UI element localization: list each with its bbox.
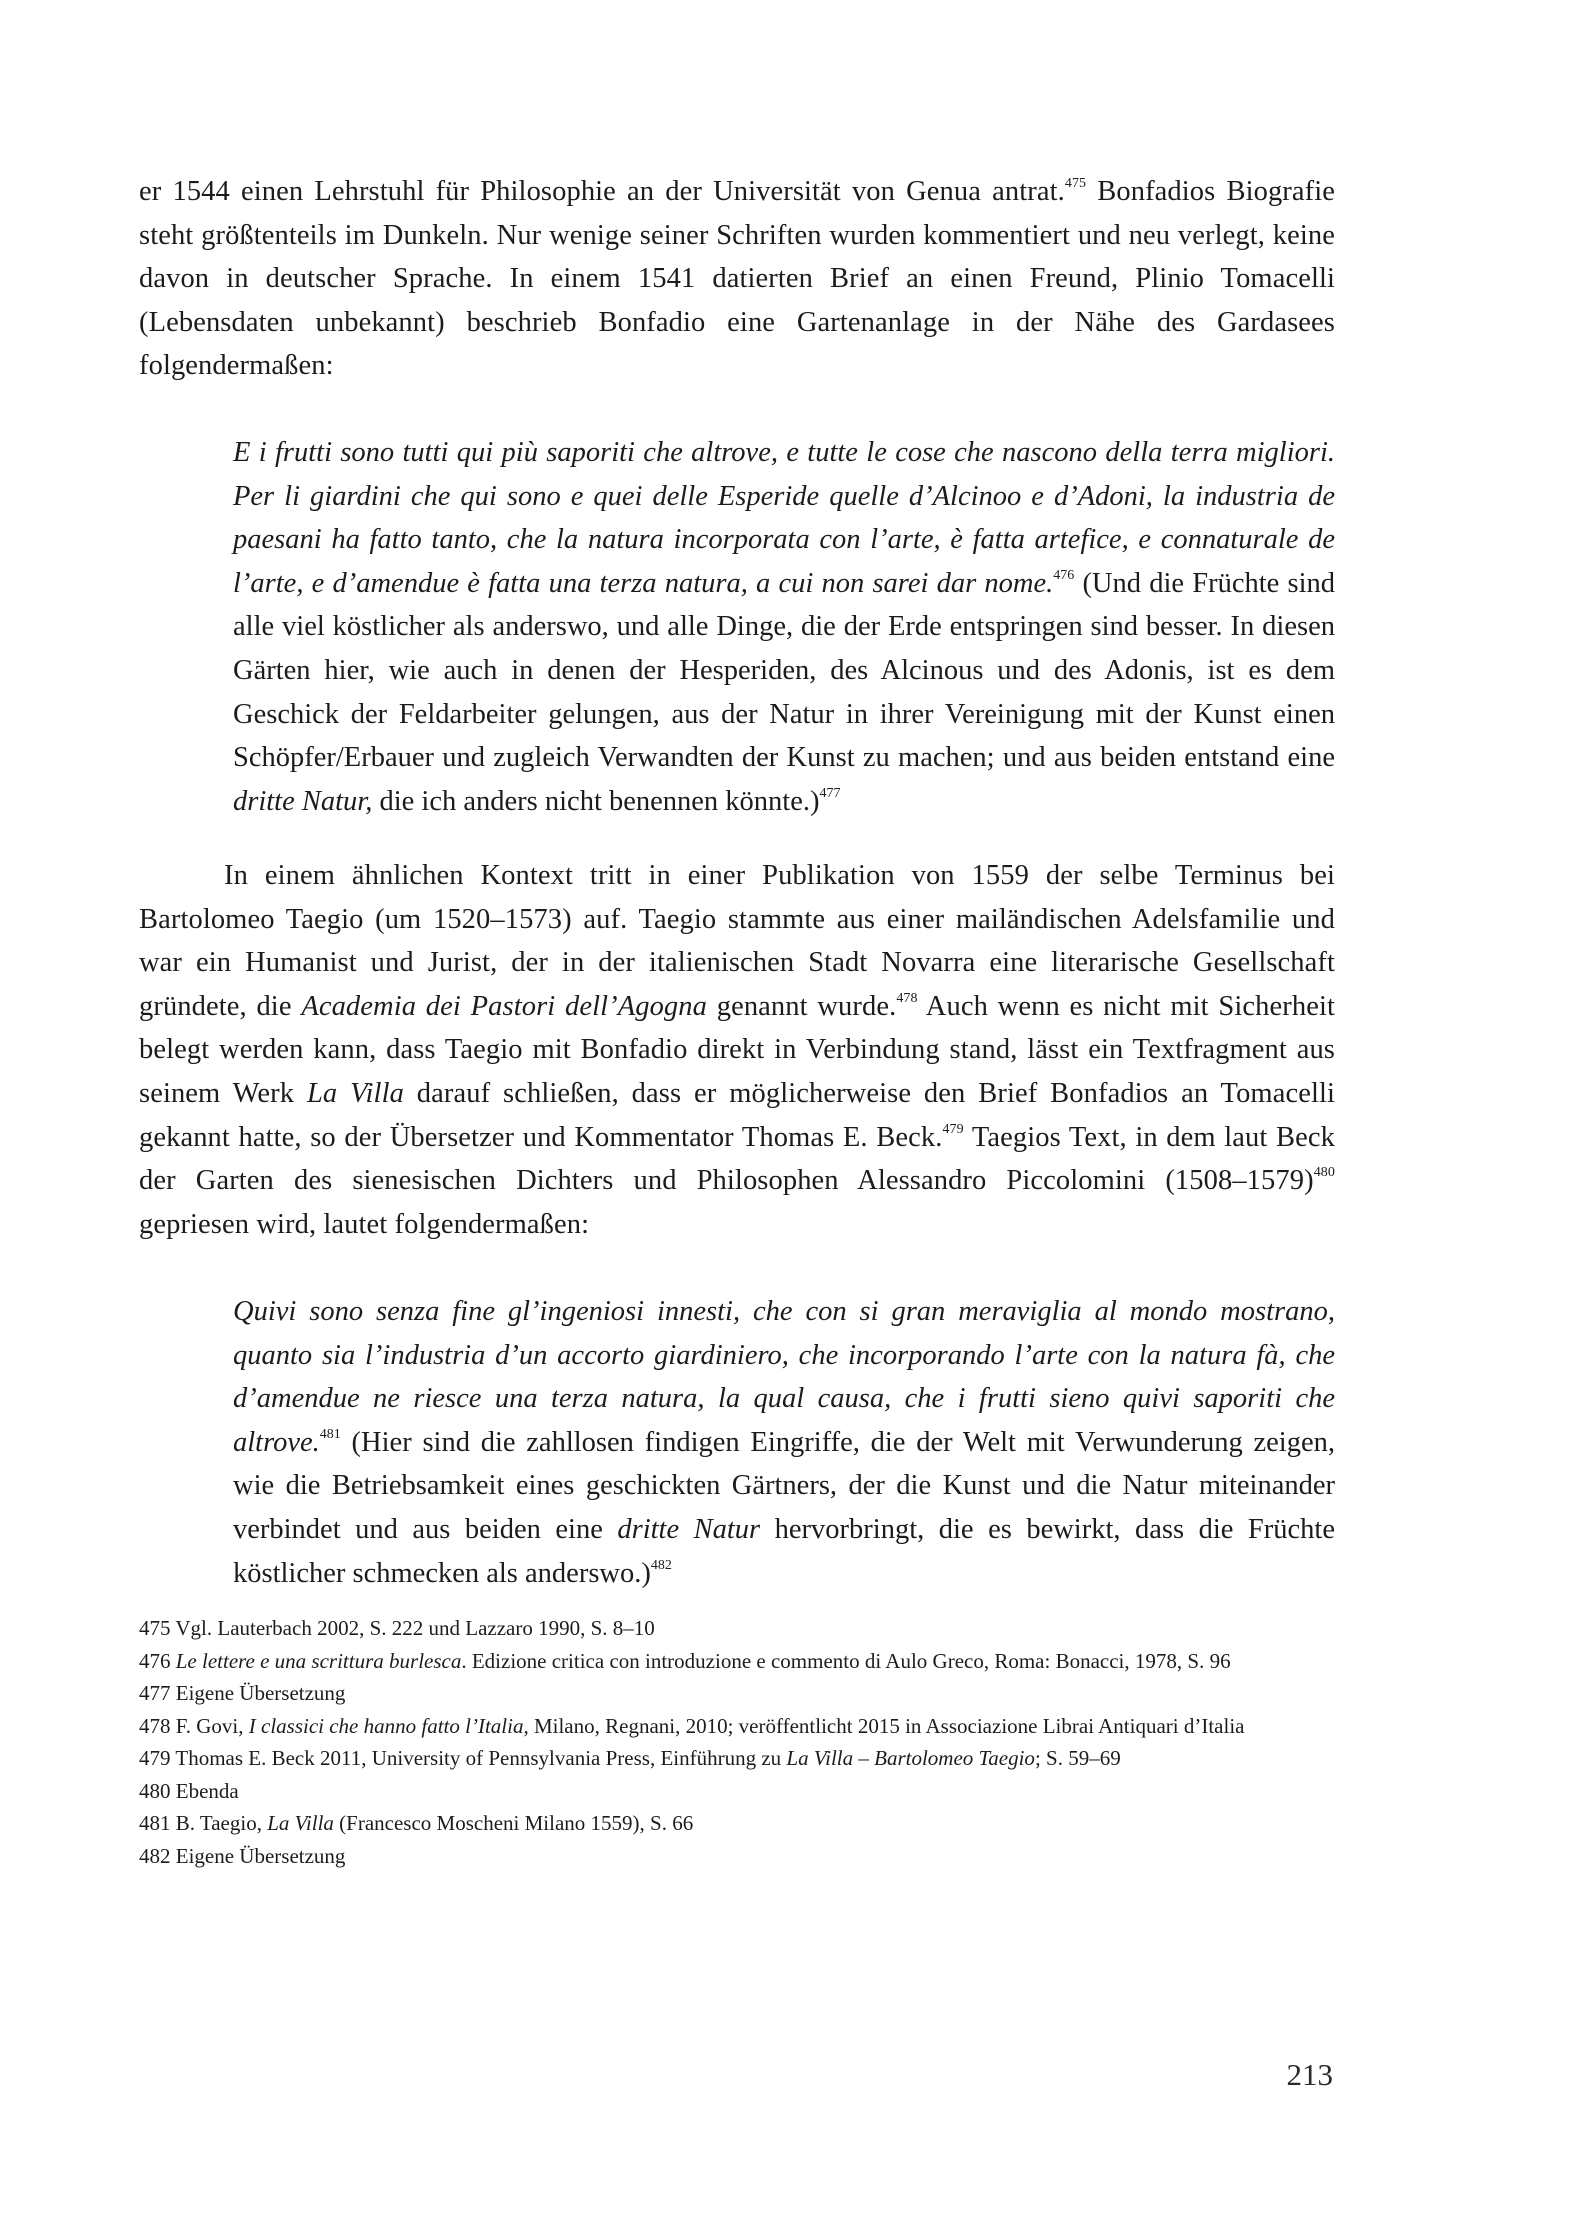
footnote-ref: 478 xyxy=(896,990,918,1006)
text-run: In einem ähnlichen Kontext tritt in einer Publikation von 1559 der selbe Terminus bei Bartolomeo Taegio (um 1520–1573) auf. Taegio stammte aus einer mailändischen Adelsfamilie und war ein Humanist und Jurist, der in der italienischen Stadt Novarra eine literarische Gesellschaft gründete, die xyxy=(139,860,1335,1022)
footnote-ref: 481 xyxy=(319,1426,341,1442)
text-run: gepriesen wird, lautet folgendermaßen: xyxy=(139,1208,590,1240)
footnote-number: 476 xyxy=(139,1648,171,1673)
italian-quote: Quivi sono senza fine gl’ingeniosi innesti, che con si gran meraviglia al mondo mostrano, quanto sia l’industria d’un accorto giardiniero, che incorporando l’arte con la natura fà, che d’amendue ne riesce una terza natura, la qual causa, che i frutti sieno quivi saporiti che altrove. xyxy=(233,1296,1335,1458)
footnote-text: Eigene Übersetzung xyxy=(175,1843,346,1868)
footnote-481 xyxy=(139,1807,1335,1840)
footnote-number: 480 xyxy=(139,1778,171,1803)
italian-quote: E i frutti sono tutti qui più saporiti che altrove, e tutte le cose che nascono della terra migliori. Per li giardini che qui sono e quei delle Esperide quelle d’Alcinoo e d’Adoni, la industria de paesani ha fatto tanto, che la natura incorporata con l’arte, è fatta artefice, e connaturale de l’arte, e d’amendue è fatta una terza natura, a cui non sarei dar nome. xyxy=(233,437,1335,599)
footnote-ref: 475 xyxy=(1064,176,1087,191)
footnote-text: . Edizione critica con introduzione e commento di Aulo Greco, Roma: Bonacci, 1978, S. 96 xyxy=(461,1648,1231,1673)
footnote-476 xyxy=(139,1645,1335,1678)
footnote-ref: 477 xyxy=(819,785,841,801)
footnote-479 xyxy=(139,1742,1335,1775)
footnote-482 xyxy=(139,1840,1335,1873)
block-quote-bonfadio xyxy=(233,431,1335,823)
footnote-number: 479 xyxy=(139,1746,171,1770)
footnote-text: Ebenda xyxy=(175,1778,239,1803)
footnote-ref: 480 xyxy=(1313,1165,1335,1181)
footnote-number: 478 xyxy=(139,1713,171,1738)
emphasis: La Villa xyxy=(306,1077,404,1109)
footnote-text: ; S. 59–69 xyxy=(1034,1746,1121,1770)
emphasis: Academia dei Pastori dell’Agogna xyxy=(301,990,707,1022)
text-run: Auch wenn es nicht mit Sicherheit belegt werden kann, dass Taegio mit Bonfadio direkt in Verbindung stand, lässt ein Textfragment aus seinem Werk xyxy=(139,990,1335,1109)
text-run: Bonfadios Biografie steht größtenteils im Dunkeln. Nur wenige seiner Schriften wurden kommentiert und neu verlegt, keine davon in deutscher Sprache. In einem 1541 datierten Brief an einen Freund, Plinio Tomacelli (Lebensdaten unbekannt) beschrieb Bonfadio eine Gartenanlage in der Nähe des Gardasees folgendermaßen: xyxy=(139,176,1335,382)
footnote-text: Vgl. Lauterbach 2002, S. 222 und Lazzaro 1990, S. 8–10 xyxy=(175,1616,655,1640)
page-number: 213 xyxy=(1286,2057,1333,2092)
paragraph-taegio xyxy=(139,854,1335,1246)
emphasis: dritte Natur xyxy=(617,1513,761,1545)
footnote-text: (Francesco Moscheni Milano 1559), S. 66 xyxy=(333,1811,694,1835)
footnote-number: 477 xyxy=(139,1681,171,1705)
footnotes xyxy=(139,1612,1335,1872)
footnote-477 xyxy=(139,1677,1335,1710)
footnote-text: Thomas E. Beck 2011, University of Pennsylvania Press, Einführung zu xyxy=(175,1746,787,1770)
footnote-number: 475 xyxy=(139,1616,171,1640)
block-quote-taegio xyxy=(233,1290,1335,1595)
footnote-number: 481 xyxy=(139,1811,171,1835)
emphasis: dritte Natur, xyxy=(233,785,373,817)
footnote-text: , Milano, Regnani, 2010; veröffentlicht 2015 in Associazione Librai Antiquari d’Italia xyxy=(523,1713,1245,1738)
footnote-ref: 482 xyxy=(650,1557,672,1573)
footnote-text: B. Taegio, xyxy=(175,1811,268,1835)
footnote-title: La Villa – Bartolomeo Taegio xyxy=(786,1746,1035,1770)
footnote-480 xyxy=(139,1775,1335,1808)
text-run: genannt wurde. xyxy=(707,990,897,1022)
paragraph-bonfadio xyxy=(139,170,1335,388)
footnote-475 xyxy=(139,1612,1335,1645)
footnote-text: F. Govi, xyxy=(175,1713,249,1738)
footnote-title: Le lettere e una scrittura burlesca xyxy=(175,1648,462,1673)
footnote-ref: 479 xyxy=(942,1121,964,1137)
footnote-text: Eigene Übersetzung xyxy=(175,1681,346,1705)
text-run: Taegios Text, in dem laut Beck der Garten des sienesischen Dichters und Philosophen Alessandro Piccolomini (1508–1579) xyxy=(139,1121,1335,1197)
translation-text: (Und die Früchte sind alle viel köstlicher als anderswo, und alle Dinge, die der Erde entspringen sind besser. In diesen Gärten hier, wie auch in denen der Hesperiden, des Alcinous und des Adonis, ist es dem Geschick der Feldarbeiter gelungen, aus der Natur in ihrer Vereinigung mit der Kunst einen Schöpfer/Erbauer und zugleich Verwandten der Kunst zu machen; und aus beiden entstand eine xyxy=(233,567,1335,774)
footnote-title: I classici che hanno fatto l’Italia xyxy=(248,1713,524,1738)
translation-text: (Hier sind die zahllosen findigen Eingriffe, die der Welt mit Verwunderung zeigen, wie die Betriebsamkeit eines geschickten Gärtners, der die Kunst und die Natur miteinander verbindet und aus beiden eine xyxy=(233,1426,1335,1545)
text-run: darauf schließen, dass er möglicherweise den Brief Bonfadios an Tomacelli gekannt hatte, so der Übersetzer und Kommentator Thomas E. Beck. xyxy=(139,1077,1335,1153)
footnote-number: 482 xyxy=(139,1843,171,1868)
footnote-ref: 476 xyxy=(1053,567,1075,583)
footnote-title: La Villa xyxy=(267,1811,334,1835)
footnote-478 xyxy=(139,1710,1335,1743)
translation-text: hervorbringt, die es bewirkt, dass die Früchte köstlicher schmecken als anderswo.) xyxy=(233,1513,1335,1589)
text-run: er 1544 einen Lehrstuhl für Philosophie an der Universität von Genua antrat. xyxy=(139,176,1065,207)
translation-text: die ich anders nicht benennen könnte.) xyxy=(372,785,820,817)
